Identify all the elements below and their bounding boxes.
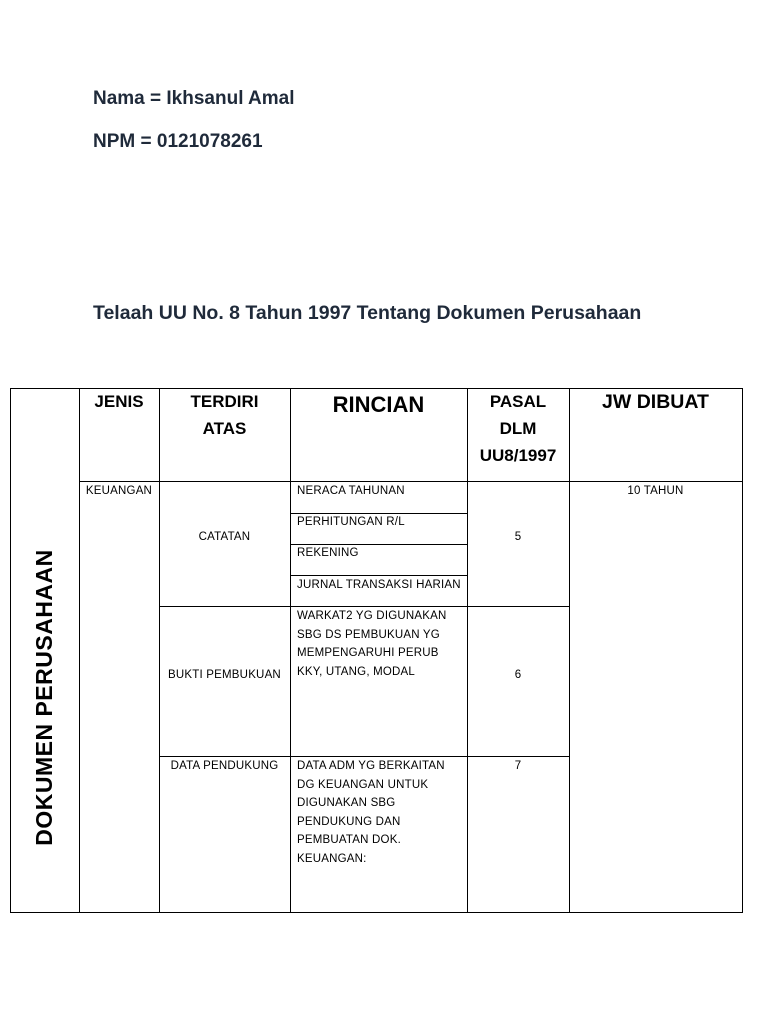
terdiri-value: CATATAN: [198, 531, 251, 543]
pasal-cell-7: [467, 757, 569, 776]
table-border-right: [742, 388, 743, 913]
header-terdiri: [159, 388, 290, 442]
side-label-cell: [10, 482, 79, 913]
terdiri-cell-data-pendukung: [159, 757, 290, 776]
terdiri-value: DATA PENDUKUNG: [170, 760, 279, 772]
side-label: DOKUMEN PERUSAHAAN: [31, 549, 58, 846]
jw-cell: [569, 482, 742, 501]
rincian-item: [297, 482, 405, 501]
rincian-text: REKENING: [297, 547, 359, 559]
rincian-line: DIGUNAKAN SBG: [297, 797, 396, 809]
rincian-line: KEUANGAN:: [297, 852, 367, 865]
student-npm: NPM = 0121078261: [93, 131, 263, 152]
header-pasal: [467, 388, 569, 469]
header-pasal-line-1: PASAL: [489, 392, 547, 411]
pasal-value: 6: [514, 669, 522, 681]
header-pasal-line-3: UU8/1997: [479, 446, 557, 465]
header-jenis: [79, 388, 159, 415]
header-jw: [569, 389, 742, 416]
header-rincian: [290, 391, 467, 419]
col-divider-5: [569, 388, 570, 913]
rincian-line: MEMPENGARUHI PERUB: [297, 647, 439, 659]
rincian-line: DG KEUANGAN UNTUK: [297, 778, 429, 791]
rincian-line: WARKAT2 YG DIGUNAKAN: [297, 610, 447, 622]
rincian-text: PERHITUNGAN R/L: [297, 516, 405, 528]
header-pasal-line-2: DLM: [499, 419, 537, 438]
rincian-line: DATA ADM YG BERKAITAN: [297, 760, 445, 772]
col-divider-1: [79, 388, 80, 913]
rincian-block-bukti: [297, 607, 465, 681]
rincian-line: KKY, UTANG, MODAL: [297, 665, 416, 678]
student-name: Nama = Ikhsanul Amal: [93, 88, 295, 109]
document-title: Telaah UU No. 8 Tahun 1997 Tentang Dokumen Perusahaan: [93, 302, 642, 324]
col-divider-2: [159, 388, 160, 913]
table-border-bottom: [10, 912, 743, 913]
header-terdiri-line-2: ATAS: [202, 419, 247, 438]
pasal-value: 5: [514, 531, 522, 543]
rincian-text: NERACA TAHUNAN: [297, 485, 405, 497]
terdiri-cell-bukti-pembukuan: [159, 666, 290, 685]
header-terdiri-line-1: TERDIRI: [190, 392, 259, 411]
pasal-cell-6: [467, 666, 569, 685]
col-divider-3: [290, 388, 291, 913]
header-jenis-text: JENIS: [94, 392, 144, 411]
pasal-cell-5: [467, 528, 569, 547]
jenis-cell: [79, 482, 159, 501]
rincian-line: PENDUKUNG DAN: [297, 815, 401, 828]
jenis-value: KEUANGAN: [85, 485, 153, 497]
rincian-line: PEMBUATAN DOK.: [297, 834, 401, 846]
rincian-item: [297, 544, 359, 563]
rincian-line: SBG DS PEMBUKUAN YG: [297, 628, 440, 641]
jw-value: 10 TAHUN: [627, 485, 684, 497]
pasal-value: 7: [514, 760, 522, 772]
header-rincian-text: RINCIAN: [332, 392, 425, 417]
rincian-item: [297, 513, 405, 532]
rincian-item: [297, 576, 461, 595]
rincian-text: JURNAL TRANSAKSI HARIAN: [297, 579, 461, 591]
header-jw-text: JW DIBUAT: [602, 391, 709, 413]
terdiri-value: BUKTI PEMBUKUAN: [168, 669, 281, 681]
terdiri-cell-catatan: [159, 528, 290, 547]
rincian-block-data-pendukung: [297, 757, 465, 868]
